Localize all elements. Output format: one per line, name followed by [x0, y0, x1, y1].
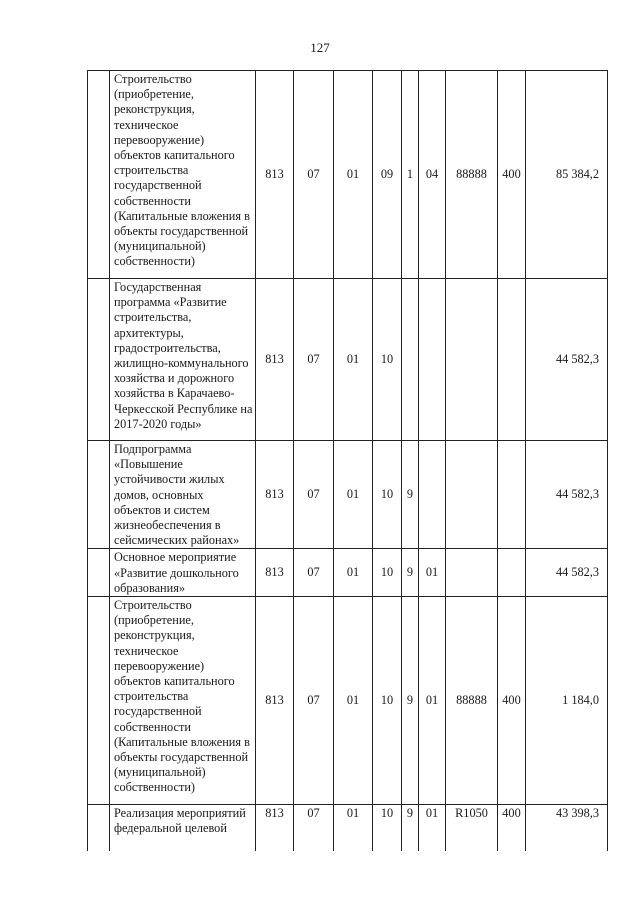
- program-code: 10: [373, 279, 402, 441]
- subsection-code: 01: [334, 71, 373, 279]
- ministry-code: 813: [256, 805, 294, 851]
- item-name: Строительство (приобретение, реконструкция, техническое перевооружение) объектов капитального строительства государственной собственности (Капитальные вложения в объекты государственной (муниципальной) собственности): [110, 597, 256, 805]
- direction-code: 88888: [446, 71, 498, 279]
- amount: 43 398,3: [526, 805, 608, 851]
- expense-type-code: 400: [498, 805, 526, 851]
- expense-type-code: [498, 279, 526, 441]
- row-marker-cell: [88, 549, 110, 597]
- program-code: 10: [373, 549, 402, 597]
- section-code: 07: [294, 549, 334, 597]
- ministry-code: 813: [256, 549, 294, 597]
- item-name: Государственная программа «Развитие строительства, архитектуры, градостроительства, жилищно-коммунального хозяйства и дорожного хозяйства в Карачаево-Черкесской Республике на 2017-2020 годы»: [110, 279, 256, 441]
- page-number: 127: [310, 40, 330, 55]
- subprogram-code: 1: [402, 71, 419, 279]
- subprogram-code: 9: [402, 597, 419, 805]
- direction-code: [446, 441, 498, 549]
- item-name: Подпрограмма «Повышение устойчивости жилых домов, основных объектов и систем жизнеобеспечения в сейсмических районах»: [110, 441, 256, 549]
- subsection-code: 01: [334, 597, 373, 805]
- section-code: 07: [294, 279, 334, 441]
- table-row: [88, 549, 608, 597]
- amount: 85 384,2: [526, 71, 608, 279]
- amount: 44 582,3: [526, 441, 608, 549]
- table-row: [88, 805, 608, 851]
- subsection-code: 01: [334, 441, 373, 549]
- item-name: Строительство (приобретение, реконструкция, техническое перевооружение) объектов капитального строительства государственной собственности (Капитальные вложения в объекты государственной (муниципальной) собственности): [110, 71, 256, 279]
- activity-code: 01: [419, 597, 446, 805]
- amount: 1 184,0: [526, 597, 608, 805]
- budget-table: [87, 70, 608, 851]
- direction-code: [446, 549, 498, 597]
- subsection-code: 01: [334, 549, 373, 597]
- table-row: [88, 279, 608, 441]
- row-marker-cell: [88, 71, 110, 279]
- expense-type-code: 400: [498, 597, 526, 805]
- section-code: 07: [294, 441, 334, 549]
- subprogram-code: 9: [402, 441, 419, 549]
- activity-code: 04: [419, 71, 446, 279]
- item-name: Основное мероприятие «Развитие дошкольного образования»: [110, 549, 256, 597]
- subsection-code: 01: [334, 279, 373, 441]
- ministry-code: 813: [256, 71, 294, 279]
- subprogram-code: 9: [402, 549, 419, 597]
- direction-code: [446, 279, 498, 441]
- section-code: 07: [294, 805, 334, 851]
- table-row: [88, 597, 608, 805]
- table-row: [88, 441, 608, 549]
- subprogram-code: 9: [402, 805, 419, 851]
- activity-code: 01: [419, 805, 446, 851]
- activity-code: [419, 441, 446, 549]
- table-row: [88, 71, 608, 279]
- direction-code: 88888: [446, 597, 498, 805]
- row-marker-cell: [88, 441, 110, 549]
- amount: 44 582,3: [526, 279, 608, 441]
- item-name: Реализация мероприятий федеральной целевой: [110, 805, 256, 851]
- expense-type-code: [498, 441, 526, 549]
- ministry-code: 813: [256, 597, 294, 805]
- subsection-code: 01: [334, 805, 373, 851]
- section-code: 07: [294, 597, 334, 805]
- expense-type-code: 400: [498, 71, 526, 279]
- activity-code: 01: [419, 549, 446, 597]
- ministry-code: 813: [256, 279, 294, 441]
- row-marker-cell: [88, 279, 110, 441]
- expense-type-code: [498, 549, 526, 597]
- row-marker-cell: [88, 805, 110, 851]
- program-code: 10: [373, 805, 402, 851]
- section-code: 07: [294, 71, 334, 279]
- program-code: 10: [373, 441, 402, 549]
- subprogram-code: [402, 279, 419, 441]
- direction-code: R1050: [446, 805, 498, 851]
- row-marker-cell: [88, 597, 110, 805]
- ministry-code: 813: [256, 441, 294, 549]
- program-code: 09: [373, 71, 402, 279]
- amount: 44 582,3: [526, 549, 608, 597]
- activity-code: [419, 279, 446, 441]
- program-code: 10: [373, 597, 402, 805]
